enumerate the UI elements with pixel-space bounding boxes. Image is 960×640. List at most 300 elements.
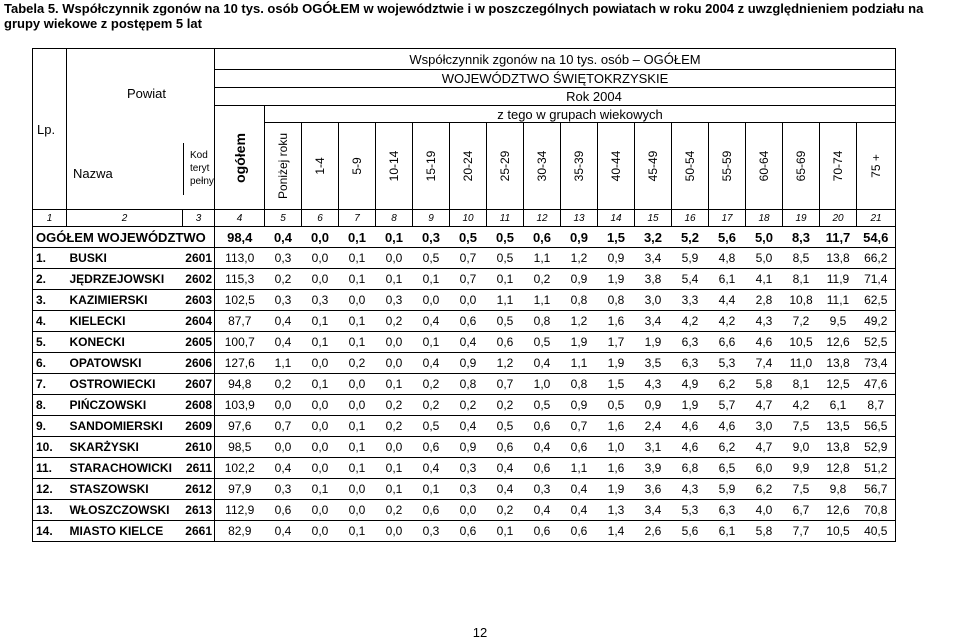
table-cell: 0,2 <box>265 269 302 290</box>
table-cell: 0,6 <box>413 500 450 521</box>
table-row <box>33 437 896 458</box>
row-code: 2661 <box>183 521 215 542</box>
table-cell: 7,2 <box>783 311 820 332</box>
table-cell: 1,0 <box>598 437 635 458</box>
column-number: 17 <box>709 210 746 227</box>
row-lp: 1. <box>33 248 67 269</box>
table-cell: 0,7 <box>265 416 302 437</box>
table-cell: 0,3 <box>265 479 302 500</box>
table-cell: 3,8 <box>635 269 672 290</box>
age-group-header: Poniżej roku <box>265 123 302 210</box>
table-cell: 1,7 <box>598 332 635 353</box>
table-cell: 7,4 <box>746 353 783 374</box>
table-cell: 0,0 <box>339 479 376 500</box>
header-age-groups-caption: z tego w grupach wiekowych <box>265 106 896 123</box>
table-cell: 0,1 <box>413 269 450 290</box>
table-cell: 1,9 <box>598 353 635 374</box>
table-cell: 4,1 <box>746 269 783 290</box>
table-cell: 4,6 <box>672 437 709 458</box>
nazwa-label: Nazwa <box>73 166 113 181</box>
age-group-header: 55-59 <box>709 123 746 210</box>
table-cell: 5,9 <box>709 479 746 500</box>
table-cell: 1,4 <box>598 521 635 542</box>
table-cell: 11,7 <box>820 227 857 248</box>
table-title: Tabela 5. Współczynnik zgonów na 10 tys. osób OGÓŁEM w województwie i w poszczególnych powiatach w roku 2004 z uwzględnieniem podziału na grupy wiekowe z postępem 5 lat <box>4 1 924 31</box>
table-cell: 0,1 <box>339 416 376 437</box>
table-cell: 0,0 <box>302 248 339 269</box>
row-code: 2607 <box>183 374 215 395</box>
table-cell: 3,4 <box>635 311 672 332</box>
column-number: 21 <box>857 210 896 227</box>
row-code: 2611 <box>183 458 215 479</box>
row-code: 2604 <box>183 311 215 332</box>
table-cell: 0,0 <box>376 353 413 374</box>
table-row <box>33 332 896 353</box>
table-cell: 98,4 <box>215 227 265 248</box>
table-cell: 0,1 <box>302 374 339 395</box>
row-lp: 4. <box>33 311 67 332</box>
kod-teryt-label: Kod teryt pełny <box>190 150 214 187</box>
row-lp: 13. <box>33 500 67 521</box>
table-cell: 0,6 <box>265 500 302 521</box>
table-cell: 9,8 <box>820 479 857 500</box>
table-cell: 5,3 <box>709 353 746 374</box>
table-cell: 87,7 <box>215 311 265 332</box>
table-cell: 1,1 <box>561 353 598 374</box>
table-cell: 4,8 <box>709 248 746 269</box>
table-cell: 0,9 <box>561 227 598 248</box>
table-cell: 0,2 <box>413 374 450 395</box>
age-group-header: 5-9 <box>339 123 376 210</box>
table-cell: 1,9 <box>672 395 709 416</box>
table-cell: 0,2 <box>487 500 524 521</box>
table-cell: 0,1 <box>376 269 413 290</box>
table-cell: 3,5 <box>635 353 672 374</box>
table-cell: 6,2 <box>709 437 746 458</box>
table-cell: 0,5 <box>487 248 524 269</box>
table-cell: 0,3 <box>524 479 561 500</box>
table-cell: 0,4 <box>450 332 487 353</box>
age-group-header: 1-4 <box>302 123 339 210</box>
table-cell: 0,6 <box>487 332 524 353</box>
age-group-header: 65-69 <box>783 123 820 210</box>
table-cell: 6,3 <box>709 500 746 521</box>
table-cell: 0,3 <box>302 290 339 311</box>
table-cell: 62,5 <box>857 290 896 311</box>
row-name: MIASTO KIELCE <box>67 521 183 542</box>
table-cell: 5,3 <box>672 500 709 521</box>
table-cell: 0,2 <box>339 353 376 374</box>
table-cell: 0,4 <box>265 332 302 353</box>
table-cell: 0,2 <box>376 311 413 332</box>
table-cell: 0,6 <box>487 437 524 458</box>
table-cell: 6,0 <box>746 458 783 479</box>
table-cell: 0,1 <box>339 227 376 248</box>
column-number: 11 <box>487 210 524 227</box>
column-number: 19 <box>783 210 820 227</box>
table-cell: 0,1 <box>339 311 376 332</box>
table-cell: 6,2 <box>746 479 783 500</box>
header-year: Rok 2004 <box>215 88 896 106</box>
table-cell: 0,0 <box>302 458 339 479</box>
table-row <box>33 374 896 395</box>
table-row <box>33 353 896 374</box>
table-cell: 0,6 <box>561 521 598 542</box>
age-group-header: 15-19 <box>413 123 450 210</box>
table-cell: 3,4 <box>635 500 672 521</box>
table-cell: 0,1 <box>339 437 376 458</box>
table-cell: 1,1 <box>561 458 598 479</box>
table-cell: 51,2 <box>857 458 896 479</box>
column-number: 5 <box>265 210 302 227</box>
table-cell: 0,9 <box>450 353 487 374</box>
row-lp: 14. <box>33 521 67 542</box>
table-cell: 0,0 <box>339 374 376 395</box>
table-cell: 0,0 <box>302 395 339 416</box>
table-cell: 0,4 <box>487 458 524 479</box>
table-cell: 0,7 <box>487 374 524 395</box>
table-cell: 0,0 <box>265 437 302 458</box>
table-cell: 82,9 <box>215 521 265 542</box>
table-cell: 0,1 <box>413 479 450 500</box>
table-cell: 1,9 <box>598 269 635 290</box>
table-cell: 0,0 <box>302 500 339 521</box>
column-number: 3 <box>183 210 215 227</box>
table-cell: 0,1 <box>376 374 413 395</box>
column-number: 7 <box>339 210 376 227</box>
table-cell: 4,7 <box>746 395 783 416</box>
table-cell: 0,1 <box>376 227 413 248</box>
table-cell: 0,9 <box>635 395 672 416</box>
table-cell: 0,4 <box>413 353 450 374</box>
column-number-row <box>33 210 896 227</box>
table-cell: 5,8 <box>746 521 783 542</box>
ogolem-header: ogółem <box>215 106 265 210</box>
row-name: SKARŻYSKI <box>67 437 183 458</box>
column-number: 8 <box>376 210 413 227</box>
table-cell: 56,5 <box>857 416 896 437</box>
column-number: 2 <box>67 210 183 227</box>
table-cell: 0,6 <box>450 521 487 542</box>
table-cell: 0,2 <box>450 395 487 416</box>
table-cell: 0,3 <box>413 521 450 542</box>
table-cell: 4,2 <box>672 311 709 332</box>
table-cell: 71,4 <box>857 269 896 290</box>
table-cell: 0,4 <box>265 227 302 248</box>
table-row <box>33 290 896 311</box>
age-group-header: 75 + <box>857 123 896 210</box>
table-row <box>33 458 896 479</box>
table-cell: 0,1 <box>302 332 339 353</box>
table-cell: 0,0 <box>302 437 339 458</box>
table-cell: 0,0 <box>376 521 413 542</box>
row-code: 2603 <box>183 290 215 311</box>
table-cell: 0,8 <box>598 290 635 311</box>
table-row <box>33 311 896 332</box>
column-number: 1 <box>33 210 67 227</box>
table-cell: 0,4 <box>450 416 487 437</box>
column-number: 15 <box>635 210 672 227</box>
age-group-header: 20-24 <box>450 123 487 210</box>
table-cell: 0,8 <box>561 374 598 395</box>
table-cell: 11,0 <box>783 353 820 374</box>
table-cell: 113,0 <box>215 248 265 269</box>
table-cell: 66,2 <box>857 248 896 269</box>
table-cell: 54,6 <box>857 227 896 248</box>
table-cell: 0,4 <box>265 311 302 332</box>
table-cell: 9,5 <box>820 311 857 332</box>
table-cell: 4,9 <box>672 374 709 395</box>
table-cell: 0,2 <box>413 395 450 416</box>
table-cell: 0,4 <box>413 458 450 479</box>
kod-divider <box>183 143 184 195</box>
table-cell: 2,4 <box>635 416 672 437</box>
table-cell: 2,6 <box>635 521 672 542</box>
table-cell: 0,7 <box>450 248 487 269</box>
table-cell: 1,3 <box>598 500 635 521</box>
table-cell: 0,0 <box>302 353 339 374</box>
table-cell: 0,6 <box>413 437 450 458</box>
table-cell: 5,0 <box>746 248 783 269</box>
table-cell: 0,3 <box>450 479 487 500</box>
row-name: OPATOWSKI <box>67 353 183 374</box>
table-cell: 6,1 <box>820 395 857 416</box>
mortality-table <box>32 48 896 542</box>
table-cell: 115,3 <box>215 269 265 290</box>
table-cell: 0,5 <box>450 227 487 248</box>
table-cell: 7,7 <box>783 521 820 542</box>
table-cell: 3,0 <box>635 290 672 311</box>
table-cell: 49,2 <box>857 311 896 332</box>
table-cell: 0,5 <box>413 248 450 269</box>
table-cell: 56,7 <box>857 479 896 500</box>
age-group-header: 40-44 <box>598 123 635 210</box>
table-cell: 0,0 <box>450 290 487 311</box>
table-cell: 3,4 <box>635 248 672 269</box>
table-cell: 5,2 <box>672 227 709 248</box>
table-cell: 0,5 <box>487 416 524 437</box>
table-cell: 1,6 <box>598 416 635 437</box>
table-cell: 10,5 <box>820 521 857 542</box>
table-cell: 103,9 <box>215 395 265 416</box>
table-cell: 3,3 <box>672 290 709 311</box>
table-cell: 47,6 <box>857 374 896 395</box>
age-group-header: 10-14 <box>376 123 413 210</box>
table-cell: 4,6 <box>709 416 746 437</box>
table-cell: 0,0 <box>339 395 376 416</box>
table-cell: 0,0 <box>302 269 339 290</box>
table-cell: 0,6 <box>524 458 561 479</box>
table-cell: 0,5 <box>487 227 524 248</box>
row-code: 2606 <box>183 353 215 374</box>
age-group-header: 25-29 <box>487 123 524 210</box>
table-cell: 52,9 <box>857 437 896 458</box>
table-cell: 1,1 <box>265 353 302 374</box>
row-code: 2608 <box>183 395 215 416</box>
table-cell: 0,3 <box>376 290 413 311</box>
powiat-header <box>67 49 215 210</box>
row-code: 2602 <box>183 269 215 290</box>
table-cell: 5,4 <box>672 269 709 290</box>
table-cell: 52,5 <box>857 332 896 353</box>
column-number: 20 <box>820 210 857 227</box>
row-code: 2612 <box>183 479 215 500</box>
table-cell: 11,9 <box>820 269 857 290</box>
table-cell: 13,8 <box>820 353 857 374</box>
table-cell: 0,1 <box>487 269 524 290</box>
table-cell: 127,6 <box>215 353 265 374</box>
table-row <box>33 416 896 437</box>
table-cell: 0,0 <box>413 290 450 311</box>
table-cell: 0,0 <box>450 500 487 521</box>
table-cell: 1,0 <box>524 374 561 395</box>
table-cell: 9,9 <box>783 458 820 479</box>
table-cell: 0,3 <box>265 290 302 311</box>
table-cell: 4,2 <box>709 311 746 332</box>
table-row <box>33 500 896 521</box>
table-cell: 0,1 <box>339 269 376 290</box>
table-cell: 0,8 <box>450 374 487 395</box>
header-title-line2: WOJEWÓDZTWO ŚWIĘTOKRZYSKIE <box>215 70 896 88</box>
table-cell: 7,5 <box>783 479 820 500</box>
table-cell: 0,9 <box>450 437 487 458</box>
table-cell: 1,5 <box>598 374 635 395</box>
table-cell: 1,1 <box>524 290 561 311</box>
table-cell: 7,5 <box>783 416 820 437</box>
table-cell: 1,2 <box>487 353 524 374</box>
age-group-header: 30-34 <box>524 123 561 210</box>
row-code: 2601 <box>183 248 215 269</box>
age-group-header: 60-64 <box>746 123 783 210</box>
row-lp: 11. <box>33 458 67 479</box>
table-row <box>33 269 896 290</box>
table-cell: 11,1 <box>820 290 857 311</box>
table-cell: 1,9 <box>561 332 598 353</box>
table-cell: 6,5 <box>709 458 746 479</box>
row-lp: 10. <box>33 437 67 458</box>
table-cell: 0,4 <box>561 500 598 521</box>
table-cell: 6,3 <box>672 353 709 374</box>
row-name: KONECKI <box>67 332 183 353</box>
page-number: 12 <box>472 625 488 640</box>
table-cell: 0,9 <box>561 395 598 416</box>
row-name: SANDOMIERSKI <box>67 416 183 437</box>
table-cell: 0,0 <box>376 332 413 353</box>
column-number: 9 <box>413 210 450 227</box>
table-cell: 0,9 <box>561 269 598 290</box>
table-cell: 0,8 <box>561 290 598 311</box>
table-cell: 0,0 <box>339 500 376 521</box>
table-cell: 1,5 <box>598 227 635 248</box>
table-cell: 0,0 <box>339 290 376 311</box>
row-code: 2609 <box>183 416 215 437</box>
table-cell: 0,7 <box>450 269 487 290</box>
table-cell: 0,1 <box>339 521 376 542</box>
table-cell: 97,9 <box>215 479 265 500</box>
table-cell: 112,9 <box>215 500 265 521</box>
table-cell: 0,9 <box>598 248 635 269</box>
table-cell: 0,5 <box>598 395 635 416</box>
table-cell: 6,6 <box>709 332 746 353</box>
table-cell: 1,9 <box>635 332 672 353</box>
table-cell: 0,2 <box>376 395 413 416</box>
table-cell: 73,4 <box>857 353 896 374</box>
column-number: 13 <box>561 210 598 227</box>
table-cell: 0,0 <box>376 437 413 458</box>
age-group-header: 45-49 <box>635 123 672 210</box>
age-group-header: 35-39 <box>561 123 598 210</box>
table-cell: 0,6 <box>524 521 561 542</box>
table-cell: 3,6 <box>635 479 672 500</box>
table-cell: 0,5 <box>487 311 524 332</box>
column-number: 18 <box>746 210 783 227</box>
table-cell: 98,5 <box>215 437 265 458</box>
table-cell: 5,8 <box>746 374 783 395</box>
table-cell: 0,1 <box>376 458 413 479</box>
table-cell: 0,4 <box>487 479 524 500</box>
table-cell: 5,6 <box>709 227 746 248</box>
column-number: 16 <box>672 210 709 227</box>
table-cell: 1,2 <box>561 248 598 269</box>
table-row <box>33 395 896 416</box>
table-cell: 0,4 <box>265 458 302 479</box>
table-cell: 8,7 <box>857 395 896 416</box>
table-cell: 40,5 <box>857 521 896 542</box>
table-cell: 0,8 <box>524 311 561 332</box>
table-cell: 4,3 <box>746 311 783 332</box>
row-name: OSTROWIECKI <box>67 374 183 395</box>
table-cell: 4,4 <box>709 290 746 311</box>
total-label: OGÓŁEM WOJEWÓDZTWO <box>33 227 215 248</box>
row-lp: 12. <box>33 479 67 500</box>
table-cell: 0,1 <box>302 479 339 500</box>
age-group-header: 50-54 <box>672 123 709 210</box>
table-cell: 10,8 <box>783 290 820 311</box>
table-cell: 0,2 <box>265 374 302 395</box>
row-name: STASZOWSKI <box>67 479 183 500</box>
table-cell: 0,6 <box>524 416 561 437</box>
table-cell: 0,1 <box>339 332 376 353</box>
header-title-line1: Współczynnik zgonów na 10 tys. osób – OGÓŁEM <box>215 49 896 70</box>
table-cell: 13,8 <box>820 248 857 269</box>
table-cell: 100,7 <box>215 332 265 353</box>
table-cell: 4,6 <box>672 416 709 437</box>
table-cell: 3,2 <box>635 227 672 248</box>
table-cell: 2,8 <box>746 290 783 311</box>
table-cell: 0,5 <box>413 416 450 437</box>
table-cell: 0,1 <box>487 521 524 542</box>
table-cell: 94,8 <box>215 374 265 395</box>
table-cell: 0,1 <box>339 458 376 479</box>
table-cell: 102,2 <box>215 458 265 479</box>
table-cell: 12,6 <box>820 332 857 353</box>
table-cell: 0,6 <box>450 311 487 332</box>
row-lp: 2. <box>33 269 67 290</box>
table-cell: 12,5 <box>820 374 857 395</box>
table-cell: 6,8 <box>672 458 709 479</box>
powiat-label: Powiat <box>127 86 167 101</box>
row-lp: 8. <box>33 395 67 416</box>
table-cell: 8,3 <box>783 227 820 248</box>
table-cell: 0,1 <box>413 332 450 353</box>
row-code: 2605 <box>183 332 215 353</box>
table-cell: 97,6 <box>215 416 265 437</box>
table-cell: 1,6 <box>598 311 635 332</box>
column-number: 4 <box>215 210 265 227</box>
row-name: KIELECKI <box>67 311 183 332</box>
table-cell: 0,3 <box>450 458 487 479</box>
table-cell: 0,5 <box>524 395 561 416</box>
